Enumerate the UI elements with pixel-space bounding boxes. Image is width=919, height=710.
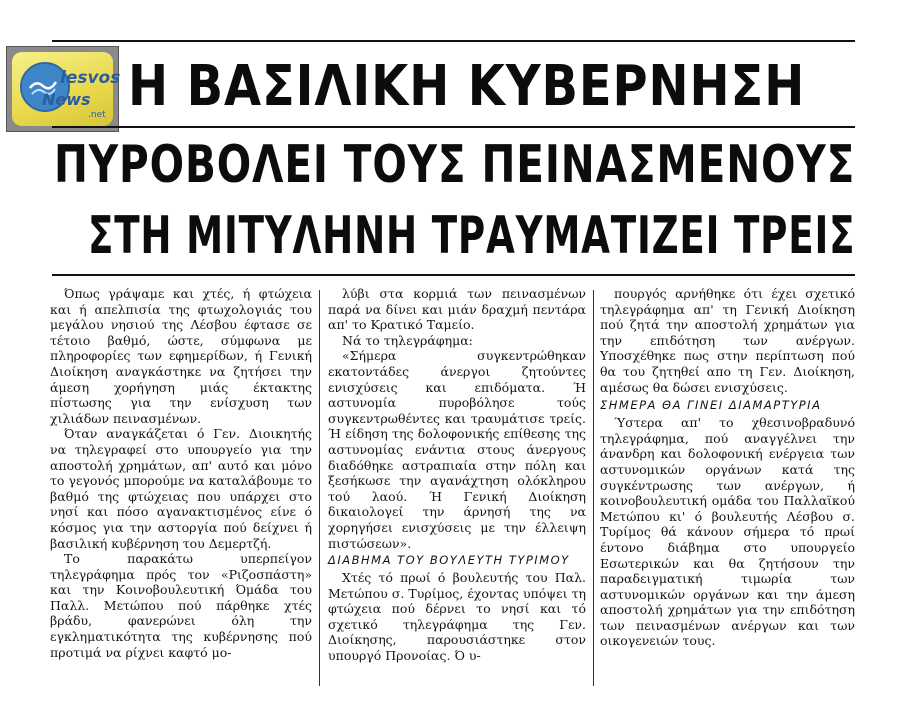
column-divider-1 <box>319 290 320 686</box>
column1-paragraph: Όταν αναγκάζεται ό Γεν. Διοικητής να τηλεγραφεί στο υπουργείο για την αποστολή χρημάτων, απ' αυτό και μόνο το γεγονός μπορούμε να καταλάβουμε το βαθμό της φτώχειας που υπάρχει στο νησί και πόσο αγανακτισμένος είνε ό κόσμος για την αστοργία πού δείχνει ή βασιλική κυβέρνηση του Δεμερτζή. <box>50 426 312 551</box>
subheading-diavima: ΔΙΑΒΗΜΑ ΤΟΥ ΒΟΥΛΕΥΤΗ ΤΥΡΙΜΟΥ <box>328 553 570 568</box>
headline-divider-2 <box>52 274 855 276</box>
lesvos-news-logo <box>6 46 119 132</box>
article-column-2 <box>328 286 586 664</box>
article-column-3 <box>600 286 855 649</box>
column2-paragraph: Χτές τό πρωί ό βουλευτής του Παλ. Μετώπου σ. Τυρίμος, έχοντας υπόψει τη φτώχεια πού δέρνει το νησί και τό σχετικό τηλεγράφημα της Γεν. Διοίκησης, παρουσιάστηκε στον υπουργό Προνοίας. Ό υ- <box>328 570 586 664</box>
column1-paragraph: Όπως γράψαμε και χτές, ή φτώχεια και ή απελπισία της φτωχολογιάς του μεγάλου νησιού της Λέσβου έφτασε σε τέτοιο βαθμό, ώστε, σύμφωνα με πληροφορίες των εφημερίδων, ή Γενική Διοίκηση αναγκάστηκε να ζητήσει την άμεση χορήγηση μιάς έκτακτης πίστωσης για την ενίσχυση των χιλιάδων πεινασμένων. <box>50 286 312 426</box>
column3-paragraph: Ύστερα απ' το χθεσινοβραδυνό τηλεγράφημα, πού αναγγέλνει την άνανδρη και δολοφονική ενέργεια των αστυνομικών οργάνων κατά της συγκέντρωσης των ανέργων, ή κοινοβουλευτική ομάδα του Παλλαϊκού Μετώπου κι' ό βουλευτής Λέσβου σ. Τυρίμος θά κάνουν σήμερα τό πρωί έντονο διάβημα στο υπουργείο Εσωτερικών και θα ζητήσουν την παραδειγματική τιμωρία των αστυνομικών οργάνων και την άμεση αποστολή χρημάτων για την επιδότηση των πεινασμένων ανέργων και των οικογενειών τους. <box>600 415 855 649</box>
logo-suffix-text: .net <box>88 110 106 120</box>
logo-main-text: News <box>42 90 91 109</box>
headline-line2: ΠΥΡΟΒΟΛΕΙ ΤΟΥΣ ΠΕΙΝΑΣΜΕΝΟΥΣ <box>54 135 856 195</box>
headline-divider-1 <box>52 126 855 128</box>
column3-paragraph: πουργός αρνήθηκε ότι έχει σχετικό τηλεγράφημα απ' τη Γενική Διοίκηση πού ζητά την αποστολή χρημάτων για την επιδότηση των ανέργων. Υποσχέθηκε πως στην περίπτωση πού θα του ζητηθεί απο τη Γεν. Διοίκηση, αμέσως θα δώσει ενισχύσεις. <box>600 286 855 395</box>
headline-line3: ΣΤΗ ΜΙΤΥΛΗΝΗ ΤΡΑΥΜΑΤΙΖΕΙ ΤΡΕΙΣ <box>88 206 856 266</box>
column2-paragraph: λύβι στα κορμιά των πεινασμένων παρά να δίνει και μιάν δραχμή πεντάρα απ' το Κρατικό Ταμείο. <box>328 286 586 333</box>
headline-line1: Η ΒΑΣΙΛΙΚΗ ΚΥΒΕΡΝΗΣΗ <box>128 54 806 119</box>
top-rule <box>52 40 855 42</box>
column-divider-2 <box>593 290 594 686</box>
article-column-1 <box>50 286 312 660</box>
column1-paragraph: Το παρακάτω υπερπείγον τηλεγράφημα πρός τον «Ριζοσπάστη» και την Κοινοβουλευτική Όμάδα του Παλλ. Μετώπου πού πάρθηκε χτές βράδυ, φανερώνει όλη την εγκληματικότητα της κυβέρνησης πού προτιμά να ρίχνει καφτό μο- <box>50 551 312 660</box>
subheading-diamartyria: ΣΗΜΕΡΑ ΘΑ ΓΙΝΕΙ ΔΙΑΜΑΡΤΥΡΙΑ <box>600 398 822 413</box>
column2-paragraph: «Σήμερα συγκεντρώθηκαν εκατοντάδες άνεργοι ζητούντες ενισχύσεις και επιδόματα. Ή αστυνομία πυροβόλησε τούς συγκεντρωθέντες και τραυμάτισε τρείς. Ή είδηση της δολοφονικής επίθεσης της αστυνομίας ενάντια στους άνεργους διαδόθηκε αστραπιαία στην πόλη και ξεσήκωσε την αγανάχτηση ολόκληρου τού λαού. Ή Γενική Διοίκηση δικαιολογεί την άρνησή της να χορηγήσει ενισχύσεις με την έλλειψη πιστώσεων». <box>328 348 586 551</box>
column2-paragraph: Νά το τηλεγράφημα: <box>342 332 473 348</box>
logo-top-text: lesvos <box>60 68 121 88</box>
logo-background <box>12 52 121 126</box>
